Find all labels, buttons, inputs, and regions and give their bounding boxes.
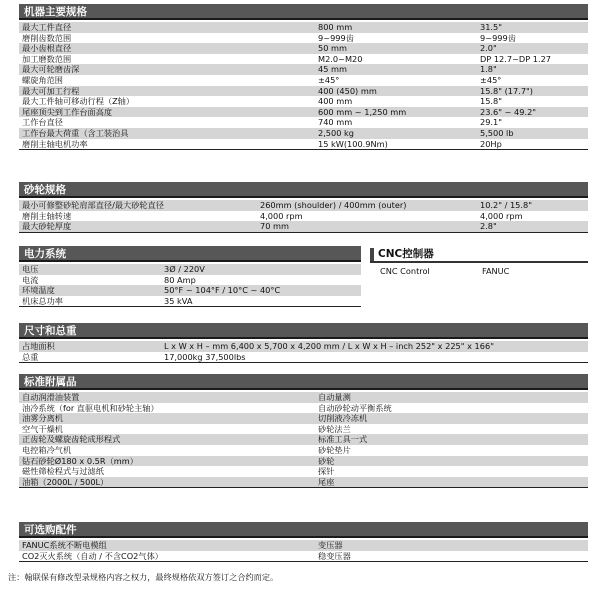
dimensions-value: 17,000kg 37,500lbs [164, 351, 246, 362]
machine-metric: 2,500 kg [318, 128, 354, 138]
wheel-row [19, 211, 588, 222]
standard-left: 钻石砂轮Ø180 x 0.5R（mm） [22, 455, 138, 466]
optional-right: 稳变压器 [318, 550, 351, 561]
standard-rule [19, 487, 588, 488]
power-row [19, 285, 361, 296]
machine-row [19, 75, 588, 86]
machine-row [19, 22, 588, 33]
wheel-row [19, 200, 588, 211]
cnc-label: CNC Control [380, 266, 430, 276]
standard-row [19, 403, 588, 414]
machine-label: 工作台最大荷重（含工装治具 [22, 128, 129, 138]
machine-label: 尾座顶尖到工作台面高度 [22, 106, 113, 117]
standard-row [19, 445, 588, 456]
machine-imperial: ±45° [480, 75, 502, 85]
optional-right: 变压器 [318, 540, 343, 550]
standard-right: 探针 [318, 466, 335, 477]
machine-row [19, 96, 588, 107]
machine-imperial: 15.8" [480, 96, 502, 107]
power-row [19, 275, 361, 286]
machine-imperial: 31.5" [480, 22, 502, 32]
power-label: 电流 [22, 274, 39, 285]
wheel-metric: 4,000 rpm [260, 210, 303, 221]
power-value: 35 kVA [164, 295, 193, 306]
standard-left: 自动润滑油装置 [22, 392, 80, 402]
standard-right: 自动量测 [318, 392, 351, 402]
machine-label: 最大工件直径 [22, 22, 72, 32]
machine-label: 磨削齿数范围 [22, 32, 72, 43]
standard-left: 油箱（2000L / 500L） [22, 476, 109, 487]
section-header-standard: 标准附属品 [19, 374, 588, 390]
machine-row [19, 117, 588, 128]
machine-row [19, 54, 588, 65]
optional-left: CO2灭火系统（自动 / 不含CO2气体） [22, 550, 163, 561]
machine-row [19, 128, 588, 139]
machine-label: 最大可加工行程 [22, 85, 80, 96]
section-header-cnc: CNC控制器 [370, 246, 588, 263]
dimensions-label: 总重 [22, 351, 39, 362]
wheel-label: 磨削主轴转速 [22, 210, 72, 221]
machine-label: 螺旋角范围 [22, 75, 63, 85]
machine-row [19, 33, 588, 44]
machine-metric: 740 mm [318, 117, 353, 128]
machine-label: 最小齿根直径 [22, 43, 72, 54]
machine-metric: 400 (450) mm [318, 85, 377, 96]
optional-left: FANUC系统不断电模组 [22, 540, 107, 550]
wheel-row [19, 221, 588, 232]
machine-metric: 50 mm [318, 43, 347, 54]
machine-row [19, 86, 588, 97]
standard-right: 砂轮垫片 [318, 445, 351, 455]
standard-right: 标准工具一式 [318, 434, 368, 445]
power-value: 3Ø / 220V [164, 264, 205, 274]
section-header-wheel: 砂轮规格 [19, 182, 588, 198]
section-header-power: 电力系统 [19, 246, 361, 262]
standard-left: 正齿轮及螺旋齿轮成形程式 [22, 434, 121, 445]
power-label: 机床总功率 [22, 295, 63, 306]
machine-metric: ±45° [318, 75, 340, 85]
dimensions-rule [19, 362, 588, 363]
wheel-label: 最小可修整砂轮肩部直径/最大砂轮直径 [22, 200, 164, 210]
wheel-rule [19, 232, 588, 233]
dimensions-row [19, 352, 588, 363]
optional-rule [19, 561, 588, 562]
standard-row [19, 413, 588, 424]
machine-label: 加工磨数范围 [22, 53, 72, 64]
machine-row [19, 64, 588, 75]
machine-imperial: DP 12.7~DP 1.27 [480, 53, 552, 64]
standard-right: 自动砂轮动平衡系统 [318, 402, 392, 413]
machine-metric: 400 mm [318, 96, 353, 107]
dimensions-value: L x W x H – mm 6,400 x 5,700 x 4,200 mm / L x W x H – inch 252" x 225" x 166" [164, 341, 494, 351]
machine-metric: M2.0~M20 [318, 53, 363, 64]
optional-row [19, 551, 588, 562]
machine-imperial: 23.6" ~ 49.2" [480, 106, 537, 117]
machine-imperial: 1.8" [480, 64, 497, 75]
section-header-machine: 机器主要规格 [19, 4, 588, 20]
machine-label: 最大可轮磨齿深 [22, 64, 80, 75]
machine-imperial: 5,500 lb [480, 128, 514, 138]
power-row [19, 296, 361, 307]
standard-right: 尾座 [318, 476, 335, 487]
cnc-row [370, 266, 588, 277]
section-header-dimensions: 尺寸和总重 [19, 323, 588, 339]
power-value: 80 Amp [164, 274, 196, 285]
machine-metric: 600 mm ~ 1,250 mm [318, 106, 407, 117]
power-label: 电压 [22, 264, 39, 274]
optional-row [19, 540, 588, 551]
machine-label: 工作台直径 [22, 117, 63, 128]
machine-label: 磨削主轴电机功率 [22, 138, 88, 149]
machine-imperial: 2.0" [480, 43, 497, 54]
machine-row [19, 139, 588, 150]
standard-row [19, 424, 588, 435]
machine-imperial: 9~999齿 [480, 32, 516, 43]
standard-row [19, 456, 588, 467]
machine-row [19, 43, 588, 54]
machine-metric: 9~999齿 [318, 32, 354, 43]
dimensions-row [19, 341, 588, 352]
wheel-metric: 70 mm [260, 221, 289, 232]
machine-label: 最大工件轴可移动行程（Z轴） [22, 96, 135, 107]
wheel-imperial: 10.2" / 15.8" [480, 200, 532, 210]
standard-row [19, 434, 588, 445]
standard-left: 油冷系统（for 直驱电机和砂轮主轴） [22, 402, 159, 413]
power-row [19, 264, 361, 275]
standard-right: 砂轮法兰 [318, 423, 351, 434]
wheel-imperial: 4,000 rpm [480, 210, 523, 221]
standard-row [19, 477, 588, 488]
standard-left: 油雾分离机 [22, 413, 63, 424]
power-value: 50°F ~ 104°F / 10°C ~ 40°C [164, 285, 281, 296]
machine-metric: 45 mm [318, 64, 347, 75]
cnc-value: FANUC [482, 266, 510, 276]
power-label: 环境温度 [22, 285, 55, 296]
standard-row [19, 466, 588, 477]
wheel-label: 最大砂轮厚度 [22, 221, 72, 232]
standard-left: 磁性筛检程式与过滤纸 [22, 466, 104, 477]
standard-right: 砂轮 [318, 455, 335, 466]
machine-imperial: 20Hp [480, 138, 502, 149]
standard-left: 空气干燥机 [22, 423, 63, 434]
dimensions-label: 占地面积 [22, 341, 55, 351]
standard-row [19, 392, 588, 403]
section-header-optional: 可选购配件 [19, 522, 588, 538]
machine-imperial: 15.8" (17.7") [480, 85, 533, 96]
machine-imperial: 29.1" [480, 117, 502, 128]
machine-row [19, 107, 588, 118]
standard-right: 切削液冷冻机 [318, 413, 368, 424]
machine-rule [19, 149, 588, 150]
footer-note: 注：翰联保有修改型录规格内容之权力，最终规格依双方签订之合约而定。 [8, 572, 279, 582]
machine-metric: 15 kW(100.9Nm) [318, 138, 388, 149]
standard-left: 电控箱冷气机 [22, 445, 72, 455]
wheel-metric: 260mm (shoulder) / 400mm (outer) [260, 200, 407, 210]
wheel-imperial: 2.8" [480, 221, 497, 232]
power-rule [19, 306, 361, 307]
machine-metric: 800 mm [318, 22, 353, 32]
